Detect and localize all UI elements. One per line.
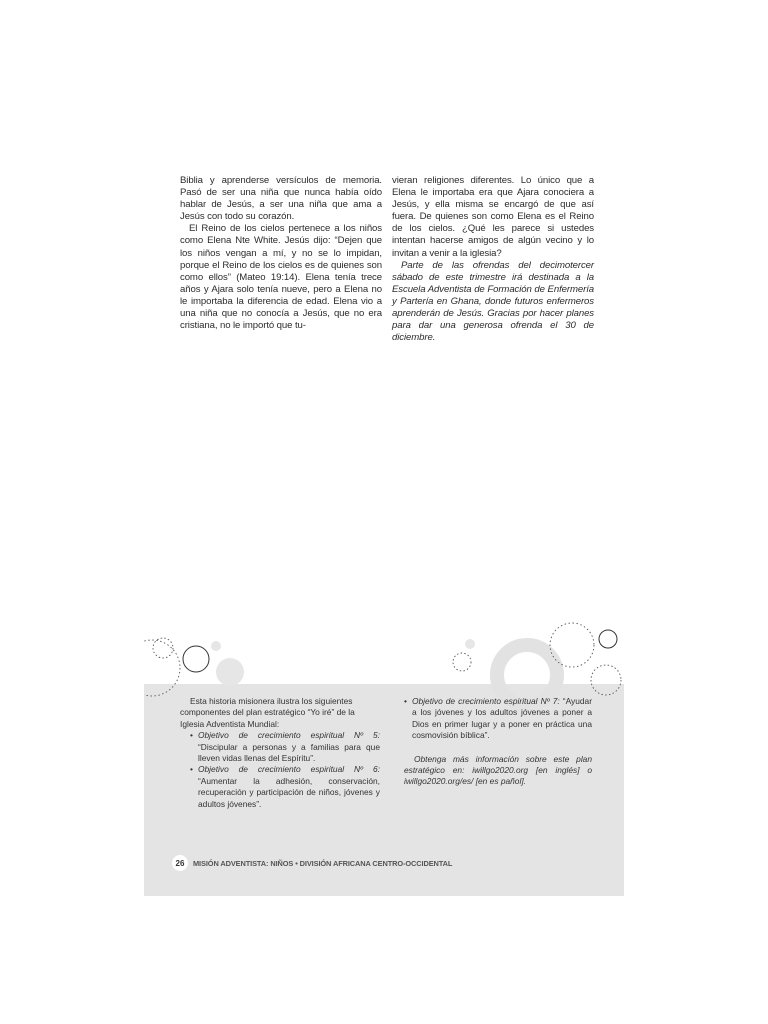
- sidebar-intro: Esta historia misionera ilustra los siguientes componentes del plan estratégico “Yo iré” de la Iglesia Adventista Mundial:: [180, 696, 355, 729]
- decor-dot: [211, 641, 221, 651]
- story-paragraph: El Reino de los cielos pertenece a los niños como Elena Nte White. Jesús dijo: “Dejen que los niños vengan a mí, y no se lo impidan, porque el Reino de los cielos es de quienes son como ellos” (Mateo 19:14). Elena tenía trece años y Ajara solo tenía nueve, pero a Elena no le importaba la diferencia de edad. Elena vio a una niña que no conocía a Jesús, que no era cristiana, no le importó que tu-: [180, 223, 382, 332]
- decor-dotted-ring: [144, 640, 180, 696]
- decor-dotted-ring: [453, 653, 471, 671]
- decor-ring: [599, 630, 617, 648]
- offering-note: Parte de las ofrendas del decimotercer sábado de este trimestre irá destinada a la Escuela Adventista de Formación de Enfermería y Partería en Ghana, donde futuros enfermeros aprenderán de Jesús. Gracias por hacer planes para dar una generosa ofrenda el 30 de diciembre.: [392, 259, 594, 344]
- objective-item: [180, 730, 380, 764]
- objective-item: [404, 696, 592, 742]
- running-title: MISIÓN ADVENTISTA: NIÑOS • DIVISIÓN AFRICANA CENTRO-OCCIDENTAL: [193, 858, 453, 868]
- bullet-icon: •: [190, 764, 193, 775]
- sidebar-right-column: [404, 696, 592, 788]
- bullet-icon: •: [190, 730, 193, 741]
- decor-ring: [183, 646, 209, 672]
- objective-text: “Discipular a personas y a familias para que lleven vidas llenas del Espíritu”.: [198, 741, 380, 764]
- objective-item: [180, 764, 380, 810]
- story-paragraph: Biblia y aprenderse versículos de memoria. Pasó de ser una niña que nunca había oído hablar de Jesús, a ser una niña que ama a Jesús con todo su corazón.: [180, 175, 382, 223]
- objective-label: Objetivo de crecimiento espiritual Nº 6:: [198, 764, 380, 775]
- decor-dotted-ring: [153, 638, 173, 658]
- story-paragraph: vieran religiones diferentes. Lo único que a Elena le importaba era que Ajara conociera a Jesús, y ella misma se encargó de que así fuera. De quienes son como Elena es el Reino de los cielos. ¿Qué les parece si ustedes intentan hacerse amigos de algún vecino y lo invitan a venir a la iglesia?: [392, 175, 594, 259]
- objectives-list: [404, 696, 592, 742]
- decor-dot: [216, 658, 244, 686]
- story-left-column: [180, 175, 382, 332]
- objective-label: Objetivo de crecimiento espiritual Nº 7:: [412, 696, 560, 706]
- objective-text: “Aumentar la adhesión, conservación, recuperación y participación de niños, jóvenes y adultos jóvenes”.: [198, 775, 380, 809]
- objective-label: Objetivo de crecimiento espiritual Nº 5:: [198, 730, 380, 741]
- page-footer: [172, 855, 452, 871]
- more-info-text: Obtenga más información sobre este plan estratégico en: iwillgo2020.org [en inglés] o iwillgo2020.org/es/ [en es pañol].: [404, 753, 592, 787]
- decor-dotted-ring: [591, 665, 621, 695]
- decor-dot: [465, 639, 475, 649]
- page-number: 26: [172, 855, 188, 871]
- objective-text: “Ayudar a los jóvenes y los adultos jóvenes a poner a Dios en primer lugar y a poner en práctica una cosmovisión bíblica”.: [412, 696, 592, 741]
- sidebar-left-column: [180, 696, 380, 810]
- story-right-column: [392, 175, 594, 344]
- objectives-list: [180, 730, 380, 810]
- bullet-icon: •: [404, 696, 407, 706]
